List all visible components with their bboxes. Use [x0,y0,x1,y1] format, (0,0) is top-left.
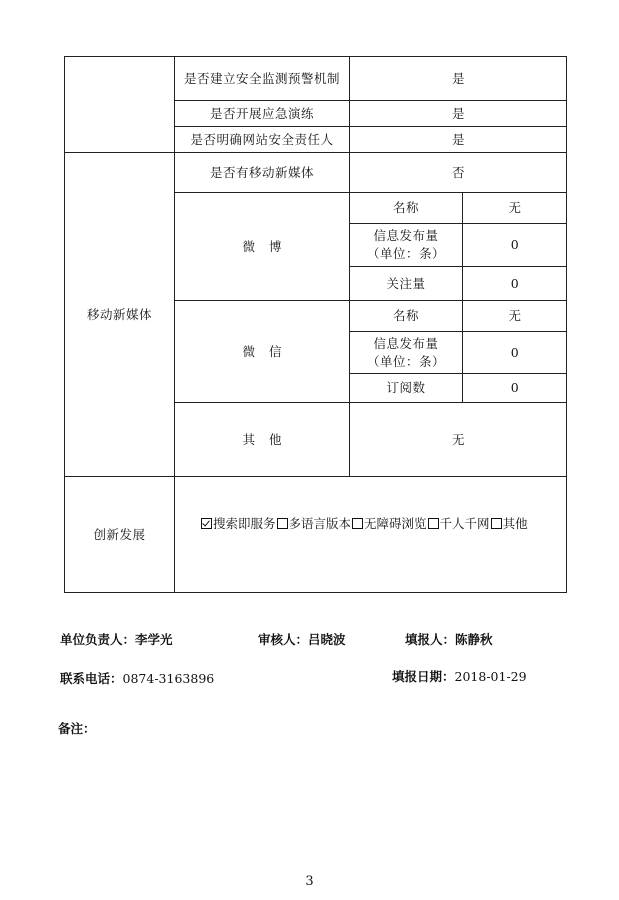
weibo-name-label: 名称 [392,200,419,215]
checkbox-accessible[interactable] [352,518,363,529]
weibo-name-value: 无 [508,200,522,215]
innovation-options [200,514,528,532]
fill-date [392,667,527,685]
wechat-name-value: 无 [508,308,522,323]
checkbox-personalized[interactable] [428,518,439,529]
label-monitoring: 是否建立安全监测预警机制 [183,70,340,86]
wechat-subscribers-value: 0 [510,380,520,395]
weibo-followers-label: 关注量 [386,275,426,291]
filler-label: 填报人： [405,632,456,647]
phone [60,669,214,687]
label-has-mobile: 是否有移动新媒体 [209,164,314,180]
unit-head-value: 李学光 [135,632,173,647]
reviewer-label: 审核人： [258,632,309,647]
label-responsible: 是否明确网站安全责任人 [190,131,334,147]
reviewer [258,630,346,648]
option-other: 其他 [502,516,528,531]
phone-value: 0874-3163896 [122,671,215,686]
option-accessible: 无障碍浏览 [364,516,427,531]
checkbox-other[interactable] [491,518,502,529]
weibo-label: 微博 [242,238,296,254]
value-responsible: 是 [451,131,465,147]
section-mobile-media: 移动新媒体 [86,306,152,322]
filler-value: 陈静秋 [455,632,493,647]
label-drill: 是否开展应急演练 [209,105,314,121]
filler [405,630,493,648]
unit-head [60,630,173,648]
option-search-service: 搜索即服务 [213,516,276,531]
remarks-label: 备注： [58,721,96,736]
wechat-posts-label [350,332,462,373]
wechat-posts-value: 0 [510,344,520,360]
option-personalized: 千人千网 [439,516,490,531]
section-innovation: 创新发展 [93,527,146,542]
checkbox-search-service[interactable] [201,518,212,529]
wechat-posts-label-line2: （单位：条） [366,353,445,369]
wechat-posts-label-line1: 信息发布量 [373,335,439,351]
other-value: 无 [451,431,465,447]
checkbox-multilingual[interactable] [277,518,288,529]
other-label: 其他 [242,431,296,447]
unit-head-label: 单位负责人： [60,632,136,647]
weibo-posts-label-line1: 信息发布量 [373,228,439,243]
value-drill: 是 [451,105,465,121]
weibo-posts-label [350,224,462,266]
value-has-mobile: 否 [451,164,465,180]
fill-date-label: 填报日期： [392,669,455,684]
page-number: 3 [305,874,314,889]
wechat-label: 微信 [242,343,296,359]
weibo-posts-label-line2: （单位：条） [366,246,445,261]
reviewer-value: 吕晓波 [308,632,346,647]
rule [174,476,567,477]
fill-date-value: 2018-01-29 [454,669,527,684]
wechat-name-label: 名称 [392,308,419,323]
option-multilingual: 多语言版本 [288,516,352,531]
wechat-subscribers-label: 订阅数 [386,380,426,395]
value-monitoring: 是 [451,70,465,86]
weibo-followers-value: 0 [510,275,520,291]
weibo-posts-value: 0 [510,237,520,252]
phone-label: 联系电话： [60,671,123,686]
